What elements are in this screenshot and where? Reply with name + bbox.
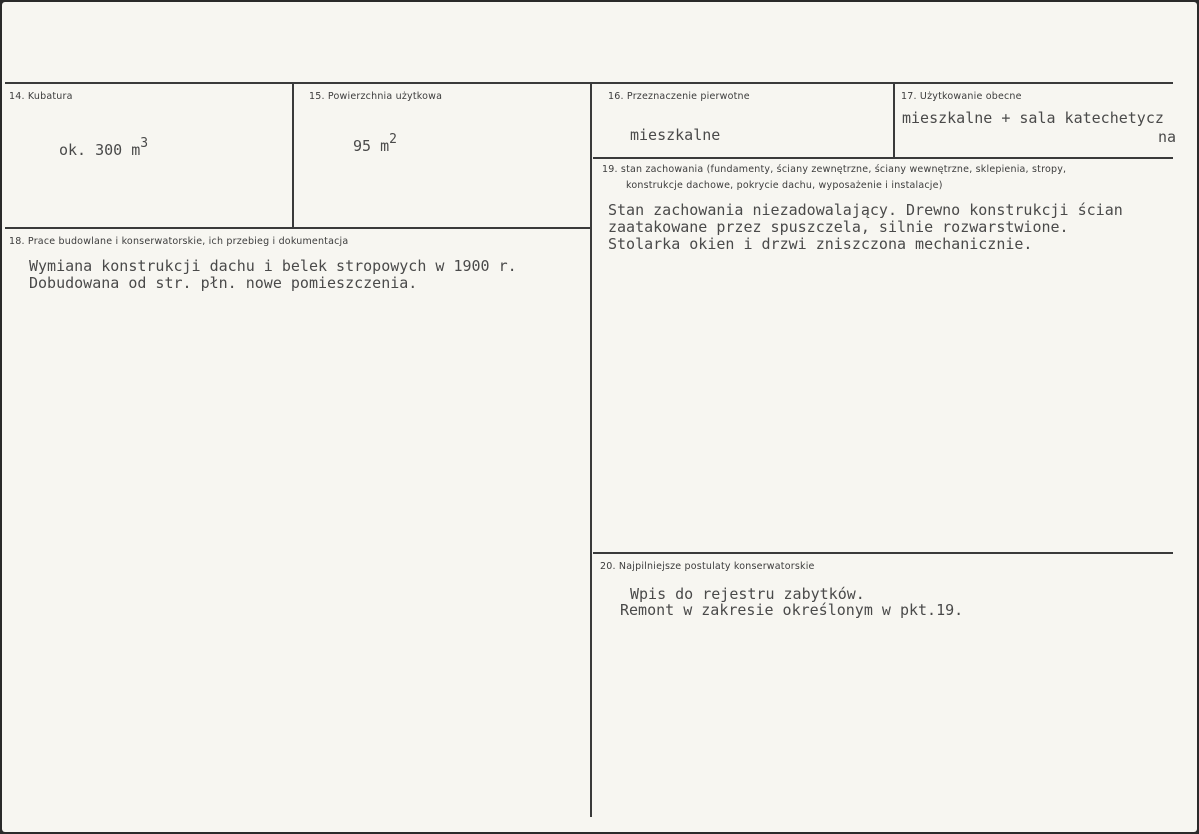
inventory-card (2, 2, 1197, 832)
section20-rule (593, 552, 1173, 554)
kubatura-exponent: 3 (140, 136, 149, 151)
field-19-line-3: Stolarka okien i drzwi zniszczona mechanicznie. (608, 235, 1033, 253)
field-20-line-1: Wpis do rejestru zabytków. (630, 585, 865, 603)
divider-16-17 (893, 82, 895, 159)
field-19-label-line2: konstrukcje dachowe, pokrycie dachu, wyposażenie i instalacje) (626, 180, 943, 191)
field-17-value-line2: na (1158, 128, 1177, 146)
divider-main (590, 82, 592, 817)
kubatura-text: ok. 300 m (59, 141, 141, 159)
field-20-line-2: Remont w zakresie określonym w pkt.19. (620, 601, 964, 619)
field-14-value (59, 136, 149, 160)
field-15-label: 15. Powierzchnia użytkowa (309, 91, 443, 102)
powierzchnia-text: 95 m (353, 137, 390, 155)
field-16-label: 16. Przeznaczenie pierwotne (608, 91, 750, 102)
field-19-line-1: Stan zachowania niezadowalający. Drewno konstrukcji ścian (608, 201, 1123, 219)
divider-14-15 (292, 82, 294, 228)
row1-rule-right (593, 157, 1173, 159)
field-19-line-2: zaatakowane przez spuszczela, silnie rozwarstwione. (608, 218, 1069, 236)
powierzchnia-exponent: 2 (389, 132, 397, 147)
field-17-value-line1: mieszkalne + sala katechetycz (902, 109, 1164, 127)
field-20-label: 20. Najpilniejsze postulaty konserwatorskie (600, 561, 815, 572)
field-18-label: 18. Prace budowlane i konserwatorskie, ich przebieg i dokumentacja (9, 236, 349, 247)
field-17-label: 17. Użytkowanie obecne (901, 91, 1022, 102)
field-14-label: 14. Kubatura (9, 91, 73, 102)
field-19-label-line1: 19. stan zachowania (fundamenty, ściany zewnętrzne, ściany wewnętrzne, sklepienia, stropy, (602, 164, 1067, 175)
field-18-line-2: Dobudowana od str. płn. nowe pomieszczenia. (29, 274, 418, 292)
field-15-value (353, 132, 397, 156)
row1-rule-left (5, 227, 591, 229)
top-rule (5, 82, 1173, 84)
field-18-line-1: Wymiana konstrukcji dachu i belek stropowych w 1900 r. (29, 257, 517, 275)
field-16-value: mieszkalne (630, 126, 721, 144)
